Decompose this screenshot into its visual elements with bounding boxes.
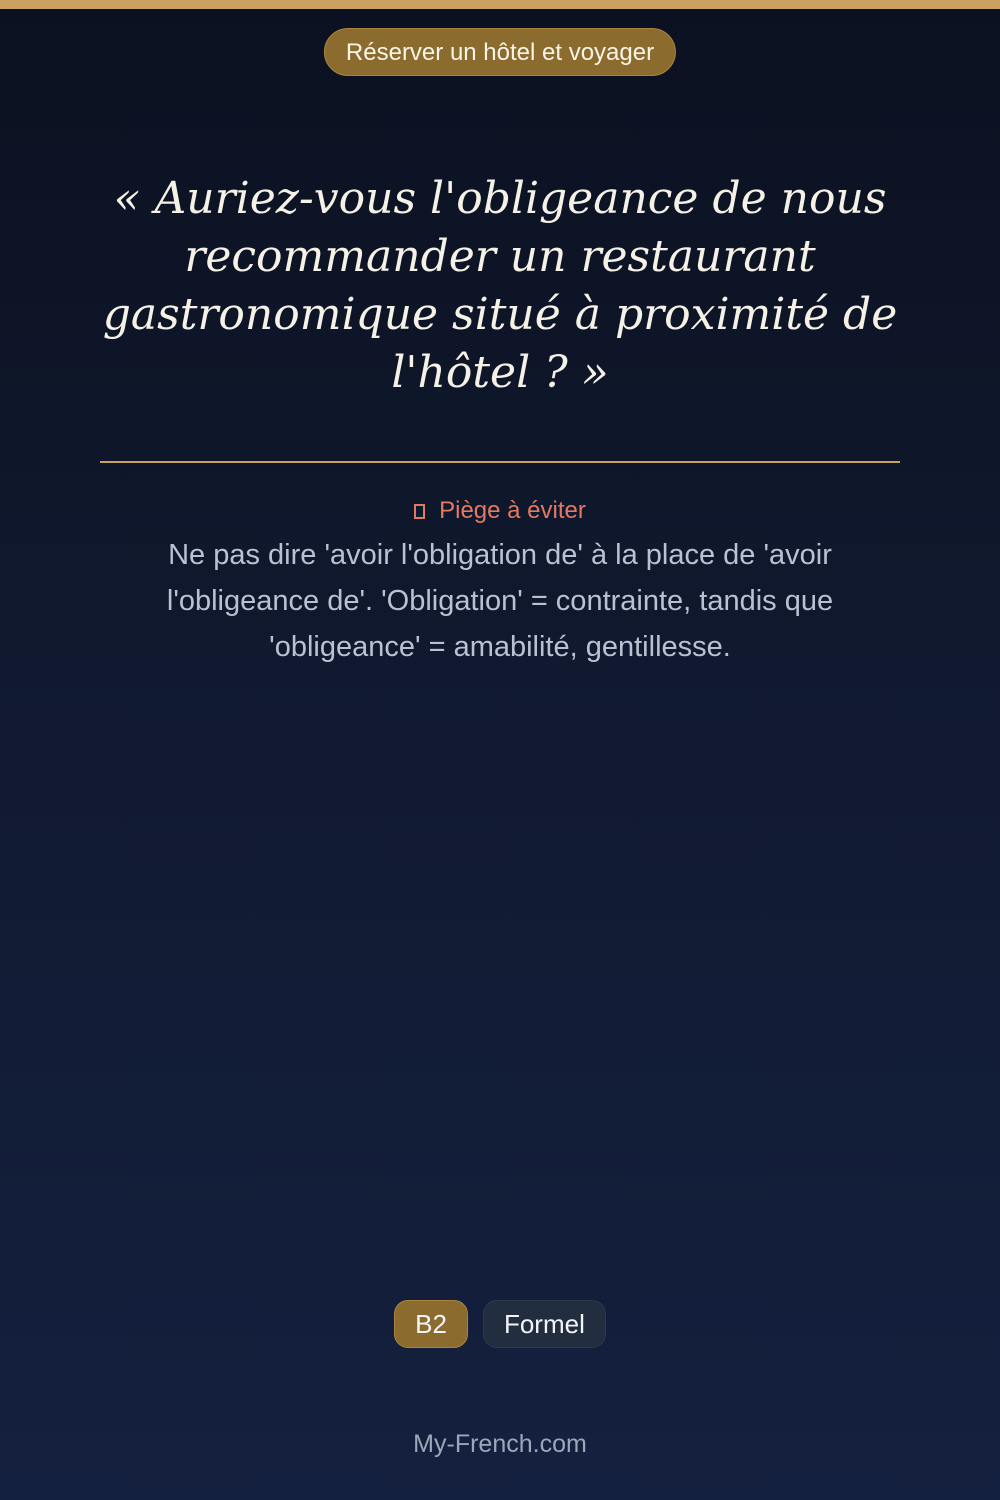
register-tag: Formel: [483, 1300, 606, 1348]
tag-list: [0, 1300, 1000, 1348]
warning-title: Piège à éviter: [439, 497, 586, 524]
warning-text: Ne pas dire 'avoir l'obligation de' à la place de 'avoir l'obligeance de'. 'Obligation' = contrainte, tandis que 'obligeance' = amabilité, gentillesse.: [166, 539, 834, 663]
category-badge: Réserver un hôtel et voyager: [324, 28, 676, 76]
divider: [100, 461, 900, 463]
top-accent-bar: [0, 0, 1000, 9]
level-tag: B2: [394, 1300, 468, 1348]
quote-text: « Auriez-vous l'obligeance de nous recommander un restaurant gastronomique situé à proximité de l'hôtel ? »: [102, 173, 898, 398]
warning-box-icon: [414, 504, 425, 519]
warning-header: [0, 494, 1000, 528]
footer-site-name: My-French.com: [413, 1430, 587, 1458]
